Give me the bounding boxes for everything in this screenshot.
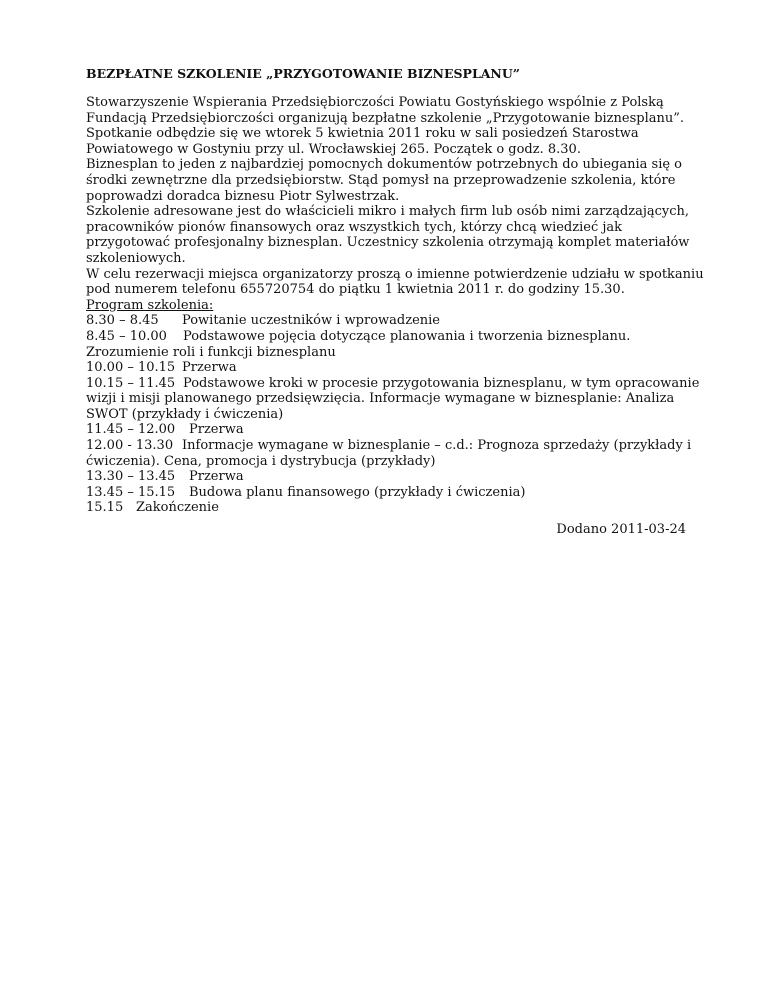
program-item (86, 469, 686, 485)
program-item (86, 422, 686, 438)
paragraph-line: szkoleniowych. (86, 250, 186, 266)
program-text: Podstawowe kroki w procesie przygotowania biznesplanu, w tym opracowanie (183, 375, 700, 391)
program-time: 13.45 – 15.15 (86, 484, 176, 500)
program-text: Przerwa (189, 422, 244, 438)
program-text: Budowa planu finansowego (przykłady i ćwiczenia) (189, 484, 526, 500)
program-item (86, 313, 686, 329)
paragraph-line: pod numerem telefonu 655720754 do piątku 1 kwietnia 2011 r. do godziny 15.30. (86, 282, 625, 298)
program-text: Zrozumienie roli i funkcji biznesplanu (86, 344, 336, 360)
paragraph-line: Biznesplan to jeden z najbardziej pomocnych dokumentów potrzebnych do ubiegania się o (86, 157, 683, 173)
program-item (86, 485, 686, 501)
program-time: 15.15 (86, 500, 124, 516)
program-item (86, 438, 692, 454)
paragraph-line: W celu rezerwacji miejsca organizatorzy proszą o imienne potwierdzenie udziału w spotkaniu (86, 266, 704, 282)
paragraph-line: Spotkanie odbędzie się we wtorek 5 kwietnia 2011 roku w sali posiedzeń Starostwa (86, 126, 639, 142)
program-text: Powitanie uczestników i wprowadzenie (182, 313, 440, 329)
program-item (86, 391, 686, 407)
program-text: Przerwa (182, 360, 237, 376)
program-item (86, 500, 686, 516)
program-text: Zakończenie (136, 500, 219, 516)
program-item (86, 407, 686, 423)
program-text: ćwiczenia). Cena, promocja i dystrybucja (przykłady) (86, 453, 436, 469)
paragraph-line: przygotować profesjonalny biznesplan. Uczestnicy szkolenia otrzymają komplet materiałów (86, 235, 690, 251)
paragraph-line: poprowadzi doradca biznesu Piotr Sylwestrzak. (86, 188, 400, 204)
paragraph-line: Fundacją Przedsiębiorczości organizują bezpłatne szkolenie „Przygotowanie biznesplanu”. (86, 110, 685, 126)
program-time: 11.45 – 12.00 (86, 422, 176, 438)
paragraph-line: Stowarzyszenie Wspierania Przedsiębiorczości Powiatu Gostyńskiego wspólnie z Polską (86, 95, 664, 110)
program-time: 8.30 – 8.45 (86, 313, 159, 329)
program-time: 10.00 – 10.15 (86, 360, 176, 376)
program-time: 10.15 – 11.45 (86, 375, 176, 391)
intro-paragraph (86, 95, 704, 298)
program-time: 12.00 - 13.30 (86, 438, 174, 454)
date-added: Dodano 2011-03-24 (556, 522, 686, 537)
program-item (86, 329, 686, 345)
program-text: Podstawowe pojęcia dotyczące planowania i tworzenia biznesplanu. (183, 328, 631, 344)
paragraph-line: Powiatowego w Gostyniu przy ul. Wrocławskiej 265. Początek o godz. 8.30. (86, 141, 581, 157)
paragraph-line: pracowników pionów finansowych oraz wszystkich tych, którzy chcą wiedzieć jak (86, 219, 623, 235)
program-text: Przerwa (189, 469, 244, 485)
document-body (86, 95, 704, 516)
program-list (86, 313, 700, 516)
paragraph-line: środki zewnętrzne dla przedsiębiorstw. Stąd pomysł na przeprowadzenie szkolenia, które (86, 172, 676, 188)
program-text: wizji i misji planowanego przedsięwzięcia. Informacje wymagane w biznesplanie: Analiza (86, 391, 675, 407)
program-item (86, 454, 686, 470)
program-time: 8.45 – 10.00 (86, 328, 167, 344)
program-item (86, 345, 686, 361)
program-text: Informacje wymagane w biznesplanie – c.d.: Prognoza sprzedaży (przykłady i (182, 438, 692, 454)
program-text: SWOT (przykłady i ćwiczenia) (86, 406, 284, 422)
program-time: 13.30 – 13.45 (86, 469, 176, 485)
program-heading: Program szkolenia: (86, 297, 214, 313)
paragraph-line: Szkolenie adresowane jest do właścicieli mikro i małych firm lub osób nimi zarządzających, (86, 204, 690, 220)
document-title: BEZPŁATNE SZKOLENIE „PRZYGOTOWANIE BIZNESPLANU” (86, 66, 520, 81)
program-item (86, 360, 686, 376)
program-item (86, 375, 700, 392)
